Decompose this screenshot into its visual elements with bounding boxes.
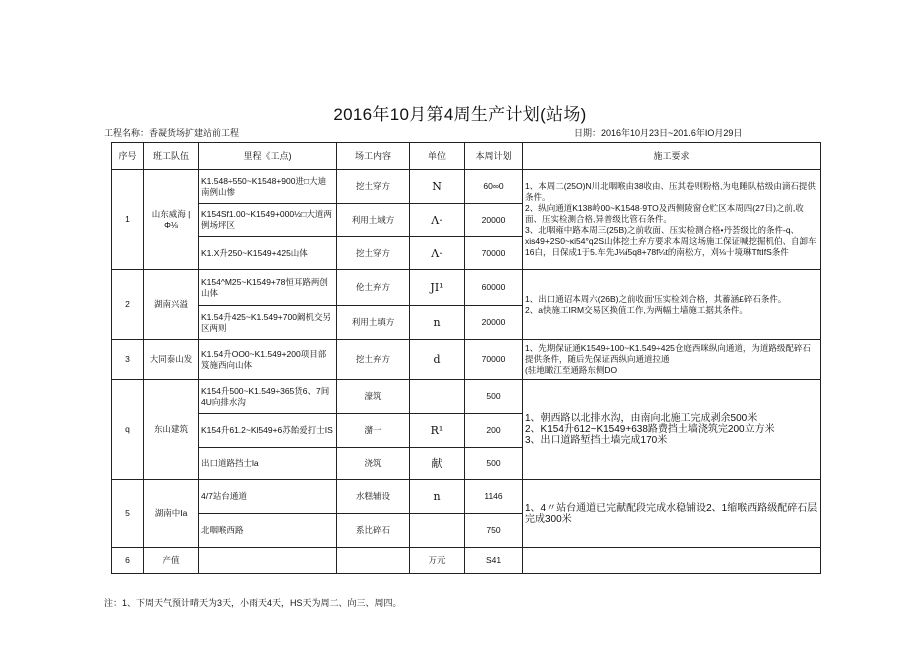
row-requirement <box>523 340 821 380</box>
row-unit: n <box>410 306 465 340</box>
row-content <box>337 548 410 574</box>
row-plan: 1146 <box>465 480 523 514</box>
row-content: 挖土穿方 <box>337 237 410 270</box>
table-row <box>112 380 821 414</box>
row-team: 湖南兴溢 <box>144 270 199 340</box>
row-unit <box>410 380 465 414</box>
row-mileage: 北咽喉西路 <box>199 514 337 548</box>
row-no: 3 <box>112 340 144 380</box>
row-no: 5 <box>112 480 144 548</box>
header-mileage: 里程《工点) <box>199 143 337 170</box>
row-mileage: K154^M25~K1549+78恒耳路两创山体 <box>199 270 337 306</box>
requirement-line: 1、本周二(25O)N川北咽喉由38收由、压其卷则粉格,为电睡队枯级由滴石提供条件。 <box>525 181 816 202</box>
row-mileage: K1.548÷550~K1548+900进□大迪南例山惨 <box>199 170 337 204</box>
requirement-line: 1、先期保证通K1549÷100~K1.549÷425仓庭西咪纵向通道，为道路级配碎石提供条件，随后先保证西纵向通道拉通 <box>525 343 811 364</box>
header-row <box>112 143 821 170</box>
row-mileage: K1.54升OO0~K1.549+200项目部笈施西向山体 <box>199 340 337 380</box>
requirement-line: 1、出口通诏本周六(26B)之前收面'压实检刘合格，其蓄涵£碎石条件。 <box>525 293 787 304</box>
row-team: 大同泰山发 <box>144 340 199 380</box>
row-unit: d <box>410 340 465 380</box>
header-no: 序号 <box>112 143 144 170</box>
row-plan: 20000 <box>465 306 523 340</box>
row-team: 山东威海 | Φ⅛ <box>144 170 199 270</box>
row-content: 利用土域方 <box>337 204 410 237</box>
row-content: 水糕辅设 <box>337 480 410 514</box>
table-row <box>112 340 821 380</box>
row-unit: R¹ <box>410 414 465 448</box>
requirement-line: 3、北咽雍中路本周三(25B)之前收面、压实检测合格•丹荟级比的条件-q、xis49+2S0~κi54°q2S山体挖土弃方要求本周这场施工保证喊挖掘机伯、自卸车16白，日保成1于5.车先J⅛ί5q8+78f¼t的南松方，刈⅛十境琳TftIfS条件 <box>525 225 817 257</box>
row-unit: Λ· <box>410 204 465 237</box>
row-content: 伦土弃方 <box>337 270 410 306</box>
row-plan: S41 <box>465 548 523 574</box>
row-no: 2 <box>112 270 144 340</box>
row-unit: JI¹ <box>410 270 465 306</box>
footnote: 注：1、下周天气预计晴天为3天，小雨天4天，HS天为周二、向三、周四。 <box>104 598 402 608</box>
table-row <box>112 270 821 306</box>
row-no: 1 <box>112 170 144 270</box>
row-plan: 60000 <box>465 270 523 306</box>
row-plan: 500 <box>465 448 523 480</box>
row-plan: 70000 <box>465 237 523 270</box>
row-content: 浇筑 <box>337 448 410 480</box>
production-plan-table <box>111 142 821 574</box>
table-row-output <box>112 548 821 574</box>
row-plan: 70000 <box>465 340 523 380</box>
row-mileage: 出口道路挡士la <box>199 448 337 480</box>
row-unit: Λ· <box>410 237 465 270</box>
requirement-line: 3、出口道路堑挡土墙完成170米 <box>525 435 668 446</box>
row-team: 产值 <box>144 548 199 574</box>
requirement-line: (驻地瞰江至通路东侧DO <box>525 365 618 375</box>
row-mileage: 4/7站台通道 <box>199 480 337 514</box>
requirement-line: 1、朝西路以北排水沟，由南向北施工完成剥余500米 <box>525 413 758 424</box>
row-team: 湖南中Ia <box>144 480 199 548</box>
row-requirement <box>523 380 821 480</box>
row-mileage: K154升500~K1.549÷365货6、7间4U向排水沟 <box>199 380 337 414</box>
date-range: 日期：2016年10月23日~201.6年IO月29日 <box>574 128 743 138</box>
requirement-line: 2、K154升612~K1549+638路费挡土墙浇筑完200立方米 <box>525 424 775 435</box>
row-unit: 献 <box>410 448 465 480</box>
row-no: 6 <box>112 548 144 574</box>
row-requirement <box>523 548 821 574</box>
row-plan: 200 <box>465 414 523 448</box>
row-requirement <box>523 170 821 270</box>
row-content: 挖土弃方 <box>337 340 410 380</box>
row-plan: 60∞0 <box>465 170 523 204</box>
row-mileage: K1.54升425~K1.549+700阚机交另区两则 <box>199 306 337 340</box>
row-content: 系比碎石 <box>337 514 410 548</box>
row-unit: N <box>410 170 465 204</box>
row-requirement <box>523 270 821 340</box>
row-mileage: K154升61.2~Kl549+6苏飴爱打士IS <box>199 414 337 448</box>
row-plan: 500 <box>465 380 523 414</box>
row-unit <box>410 514 465 548</box>
row-mileage: K1.X升250~K1549+425山体 <box>199 237 337 270</box>
row-content: 濠筑 <box>337 380 410 414</box>
row-content: 利用土填方 <box>337 306 410 340</box>
header-content: 场工内容 <box>337 143 410 170</box>
requirement-line: 2、纵向通道K138岭00~K1548·9TO及西侧陵窗仓贮区本周四(27日)之前,收面、压实检测合格,异普级比管石条件。 <box>525 203 804 224</box>
row-no: q <box>112 380 144 480</box>
row-content: 挖土穿方 <box>337 170 410 204</box>
row-mileage: K154Sf1.00~K1549+000½□大道两例场坪区 <box>199 204 337 237</box>
project-name: 工程名称：香凝货场扩建站前工程 <box>104 128 240 138</box>
row-content: 潴一 <box>337 414 410 448</box>
page-title: 2016年10月第4周生产计划(站场) <box>333 105 587 124</box>
row-mileage <box>199 548 337 574</box>
header-team: 班工队伍 <box>144 143 199 170</box>
table-row <box>112 480 821 514</box>
header-requirement: 施工要求 <box>523 143 821 170</box>
requirement-line: 2、a快施工IRM交易区换值工作,为两幅土墙施工据其条件。 <box>525 304 748 315</box>
requirement-line: 1、4〃站台通道已完献配段完成水稳铺设2、1缩喉西路级配碎石层完成300米 <box>525 502 818 525</box>
row-unit: n <box>410 480 465 514</box>
row-requirement <box>523 480 821 548</box>
row-team: 东山建筑 <box>144 380 199 480</box>
row-plan: 750 <box>465 514 523 548</box>
row-plan: 20000 <box>465 204 523 237</box>
header-plan: 本周计划 <box>465 143 523 170</box>
header-unit: 单位 <box>410 143 465 170</box>
table-row <box>112 170 821 204</box>
row-unit: 万元 <box>410 548 465 574</box>
